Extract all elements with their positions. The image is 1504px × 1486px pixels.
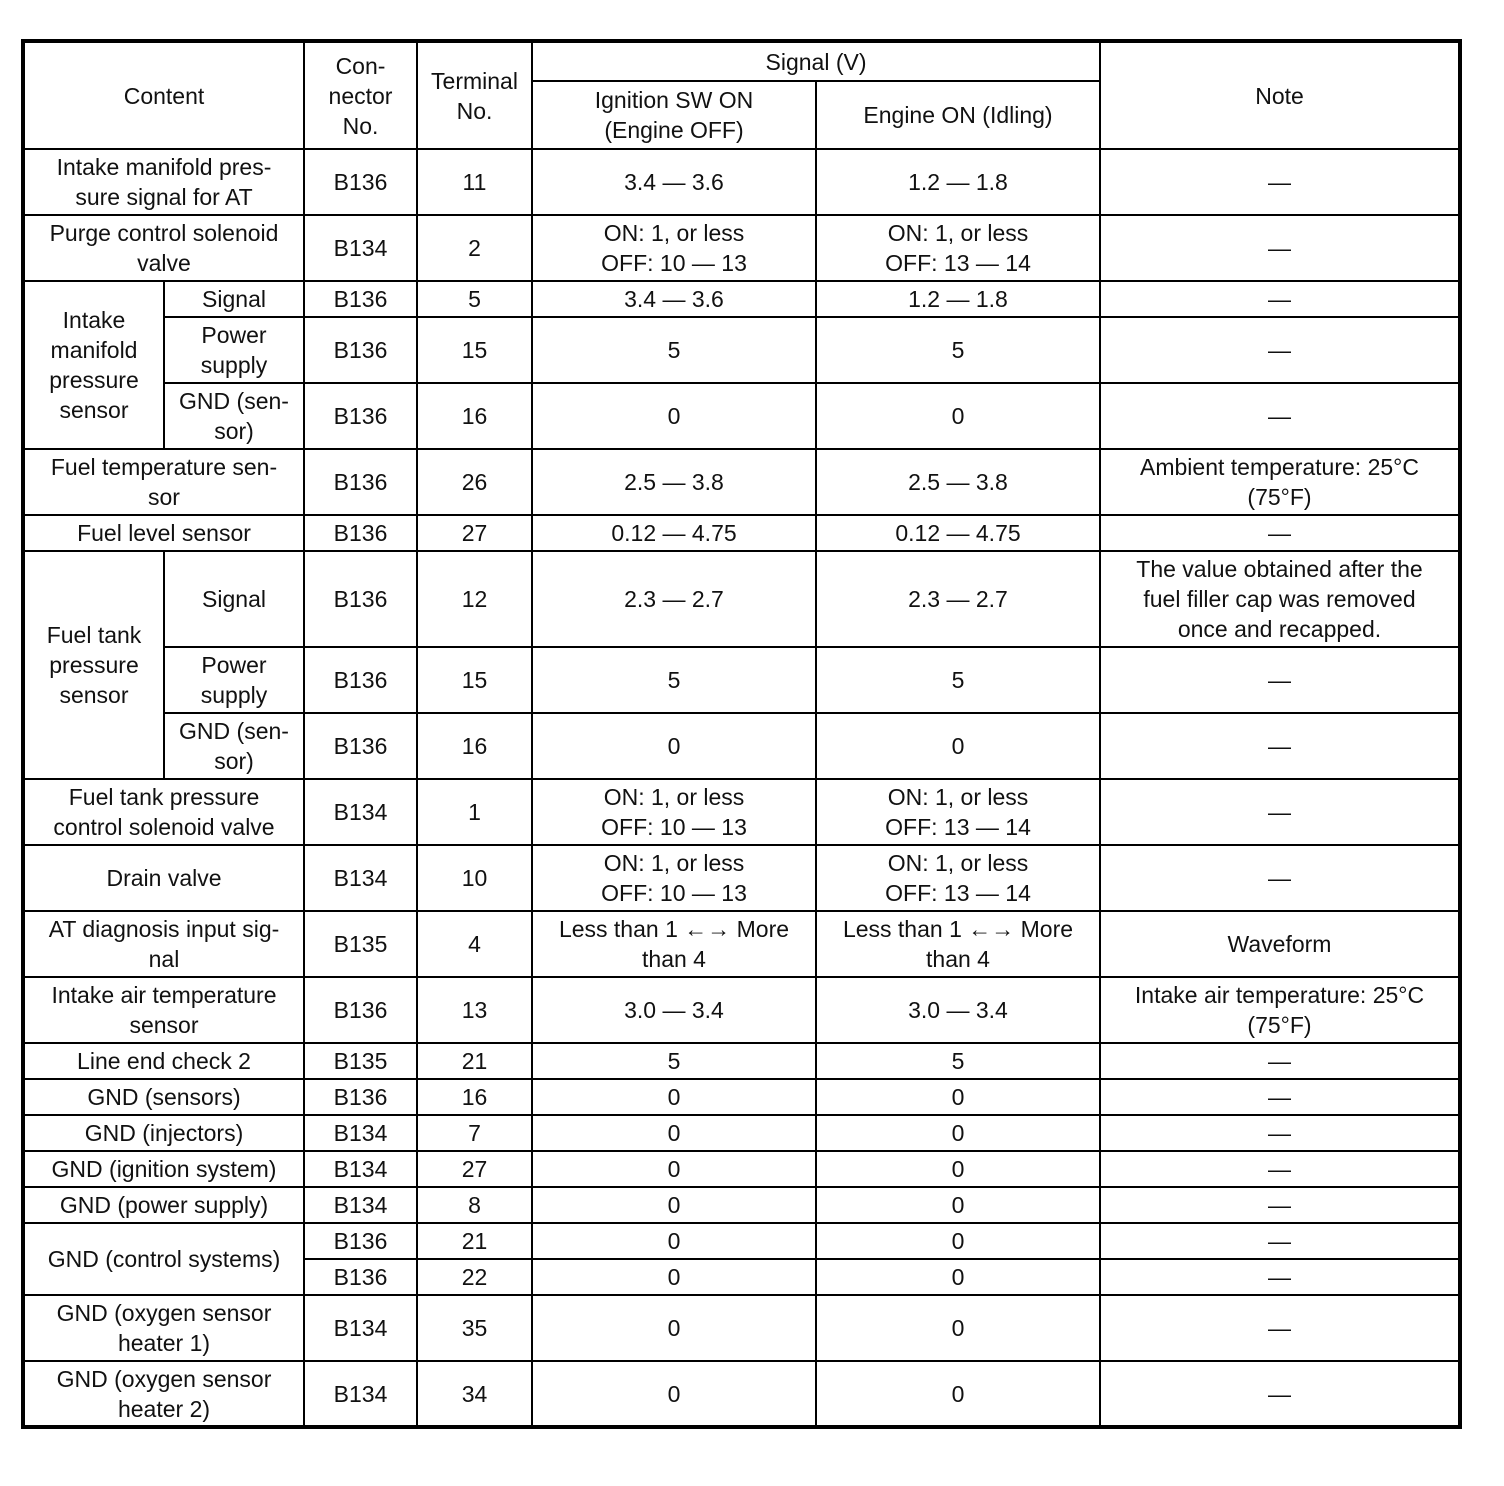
note-cell: — [1100,281,1460,317]
table-row [23,977,1460,1043]
ignition-cell: 0.12 — 4.75 [532,515,816,551]
table-row [23,317,1460,383]
connector-cell: B134 [304,1361,417,1427]
note-cell: — [1100,1187,1460,1223]
connector-cell: B134 [304,215,417,281]
terminal-cell: 27 [417,515,532,551]
terminal-cell: 11 [417,149,532,215]
sub-content-cell: Power supply [164,317,304,383]
engine-cell: 0 [816,383,1100,449]
note-cell: — [1100,317,1460,383]
engine-cell: 0 [816,1223,1100,1259]
connector-cell: B136 [304,551,417,647]
ignition-cell: 2.3 — 2.7 [532,551,816,647]
content-cell: GND (sensors) [23,1079,304,1115]
ignition-cell: 2.5 — 3.8 [532,449,816,515]
note-cell: — [1100,149,1460,215]
connector-cell: B136 [304,317,417,383]
engine-cell: 5 [816,1043,1100,1079]
ignition-cell: 0 [532,1151,816,1187]
content-cell: Fuel temperature sen- sor [23,449,304,515]
connector-cell: B136 [304,1259,417,1295]
connector-cell: B136 [304,383,417,449]
sub-content-cell: GND (sen- sor) [164,383,304,449]
terminal-cell: 21 [417,1223,532,1259]
connector-cell: B136 [304,281,417,317]
note-cell: — [1100,1259,1460,1295]
header-row [23,41,1460,81]
terminal-cell: 16 [417,383,532,449]
table-row [23,845,1460,911]
connector-cell: B134 [304,1187,417,1223]
engine-cell: 0 [816,1187,1100,1223]
engine-cell: 2.3 — 2.7 [816,551,1100,647]
connector-cell: B134 [304,1151,417,1187]
connector-cell: B136 [304,449,417,515]
terminal-cell: 4 [417,911,532,977]
engine-cell: 5 [816,317,1100,383]
table-row [23,515,1460,551]
terminal-cell: 34 [417,1361,532,1427]
content-cell: Drain valve [23,845,304,911]
note-cell: — [1100,1079,1460,1115]
table-row [23,1115,1460,1151]
note-cell: The value obtained after the fuel filler cap was removed once and recapped. [1100,551,1460,647]
content-cell: GND (injectors) [23,1115,304,1151]
ignition-cell: 5 [532,1043,816,1079]
header-connector: Con- nector No. [304,41,417,149]
ignition-cell: 0 [532,1259,816,1295]
content-cell: GND (ignition system) [23,1151,304,1187]
group-cell-intake-manifold-pressure-sensor: Intake manifold pressure sensor [23,281,164,449]
connector-cell: B135 [304,1043,417,1079]
engine-cell: 0 [816,1295,1100,1361]
sub-content-cell: GND (sen- sor) [164,713,304,779]
terminal-cell: 26 [417,449,532,515]
content-cell: GND (power supply) [23,1187,304,1223]
terminal-cell: 10 [417,845,532,911]
content-cell: AT diagnosis input sig- nal [23,911,304,977]
ignition-cell: 3.4 — 3.6 [532,149,816,215]
terminal-cell: 1 [417,779,532,845]
terminal-cell: 8 [417,1187,532,1223]
engine-cell: 1.2 — 1.8 [816,149,1100,215]
table-row [23,383,1460,449]
terminal-cell: 22 [417,1259,532,1295]
engine-cell: 0 [816,1361,1100,1427]
terminal-cell: 7 [417,1115,532,1151]
content-cell: Fuel level sensor [23,515,304,551]
content-cell: GND (oxygen sensor heater 2) [23,1361,304,1427]
ignition-cell: 0 [532,1187,816,1223]
note-cell: — [1100,383,1460,449]
ignition-cell: ON: 1, or less OFF: 10 — 13 [532,845,816,911]
engine-cell: 0 [816,1079,1100,1115]
note-cell: — [1100,1151,1460,1187]
note-cell: — [1100,779,1460,845]
connector-cell: B136 [304,149,417,215]
connector-cell: B136 [304,977,417,1043]
note-cell: Waveform [1100,911,1460,977]
content-cell: GND (oxygen sensor heater 1) [23,1295,304,1361]
table-row [23,149,1460,215]
note-cell: — [1100,647,1460,713]
table-row [23,449,1460,515]
engine-cell: 0 [816,1259,1100,1295]
ignition-cell: 0 [532,1295,816,1361]
engine-cell: Less than 1 ←→ More than 4 [816,911,1100,977]
terminal-cell: 16 [417,713,532,779]
content-cell: Purge control solenoid valve [23,215,304,281]
header-note: Note [1100,41,1460,149]
connector-cell: B134 [304,1115,417,1151]
note-cell: — [1100,215,1460,281]
terminal-cell: 35 [417,1295,532,1361]
engine-cell: 3.0 — 3.4 [816,977,1100,1043]
table-row [23,1295,1460,1361]
connector-cell: B136 [304,515,417,551]
terminal-cell: 21 [417,1043,532,1079]
table-row [23,215,1460,281]
ignition-cell: 0 [532,1223,816,1259]
terminal-cell: 2 [417,215,532,281]
content-cell: Fuel tank pressure control solenoid valve [23,779,304,845]
engine-cell: 0.12 — 4.75 [816,515,1100,551]
content-cell: GND (control systems) [23,1223,304,1295]
group-cell-fuel-tank-pressure-sensor: Fuel tank pressure sensor [23,551,164,779]
connector-cell: B136 [304,1223,417,1259]
note-cell: — [1100,713,1460,779]
ignition-cell: 0 [532,1361,816,1427]
table-row [23,1223,1460,1259]
connector-cell: B136 [304,713,417,779]
signal-table [21,39,1462,1429]
header-ignition-on: Ignition SW ON (Engine OFF) [532,81,816,149]
table-row [23,281,1460,317]
note-cell: — [1100,845,1460,911]
table-row [23,551,1460,647]
note-cell: Ambient temperature: 25°C (75°F) [1100,449,1460,515]
note-cell: — [1100,1295,1460,1361]
table-row [23,1079,1460,1115]
note-cell: — [1100,1223,1460,1259]
note-cell: — [1100,1115,1460,1151]
connector-cell: B134 [304,845,417,911]
ignition-cell: ON: 1, or less OFF: 10 — 13 [532,215,816,281]
terminal-cell: 15 [417,317,532,383]
table-row [23,647,1460,713]
connector-cell: B135 [304,911,417,977]
ignition-cell: Less than 1 ←→ More than 4 [532,911,816,977]
table-row [23,1361,1460,1427]
content-cell: Line end check 2 [23,1043,304,1079]
header-terminal: Terminal No. [417,41,532,149]
header-engine-on: Engine ON (Idling) [816,81,1100,149]
ignition-cell: 0 [532,713,816,779]
note-cell: — [1100,515,1460,551]
engine-cell: 1.2 — 1.8 [816,281,1100,317]
note-cell: — [1100,1361,1460,1427]
terminal-cell: 27 [417,1151,532,1187]
table-row [23,713,1460,779]
table-row [23,1151,1460,1187]
engine-cell: 2.5 — 3.8 [816,449,1100,515]
terminal-cell: 15 [417,647,532,713]
connector-cell: B136 [304,1079,417,1115]
engine-cell: 0 [816,713,1100,779]
note-cell: Intake air temperature: 25°C (75°F) [1100,977,1460,1043]
ignition-cell: 5 [532,647,816,713]
ignition-cell: 3.0 — 3.4 [532,977,816,1043]
sub-content-cell: Signal [164,551,304,647]
ignition-cell: 5 [532,317,816,383]
table-row [23,779,1460,845]
connector-cell: B134 [304,779,417,845]
engine-cell: 0 [816,1151,1100,1187]
engine-cell: ON: 1, or less OFF: 13 — 14 [816,779,1100,845]
table-row [23,1043,1460,1079]
engine-cell: ON: 1, or less OFF: 13 — 14 [816,845,1100,911]
connector-cell: B136 [304,647,417,713]
terminal-cell: 12 [417,551,532,647]
ignition-cell: 0 [532,1079,816,1115]
sub-content-cell: Signal [164,281,304,317]
note-cell: — [1100,1043,1460,1079]
engine-cell: 5 [816,647,1100,713]
connector-cell: B134 [304,1295,417,1361]
engine-cell: 0 [816,1115,1100,1151]
terminal-cell: 13 [417,977,532,1043]
ignition-cell: 3.4 — 3.6 [532,281,816,317]
terminal-cell: 16 [417,1079,532,1115]
ignition-cell: 0 [532,1115,816,1151]
content-cell: Intake manifold pres- sure signal for AT [23,149,304,215]
table-wrapper [21,39,1462,1429]
terminal-cell: 5 [417,281,532,317]
engine-cell: ON: 1, or less OFF: 13 — 14 [816,215,1100,281]
sub-content-cell: Power supply [164,647,304,713]
ignition-cell: ON: 1, or less OFF: 10 — 13 [532,779,816,845]
table-row [23,911,1460,977]
ignition-cell: 0 [532,383,816,449]
header-content: Content [23,41,304,149]
content-cell: Intake air temperature sensor [23,977,304,1043]
header-signal: Signal (V) [532,41,1100,81]
table-row [23,1187,1460,1223]
